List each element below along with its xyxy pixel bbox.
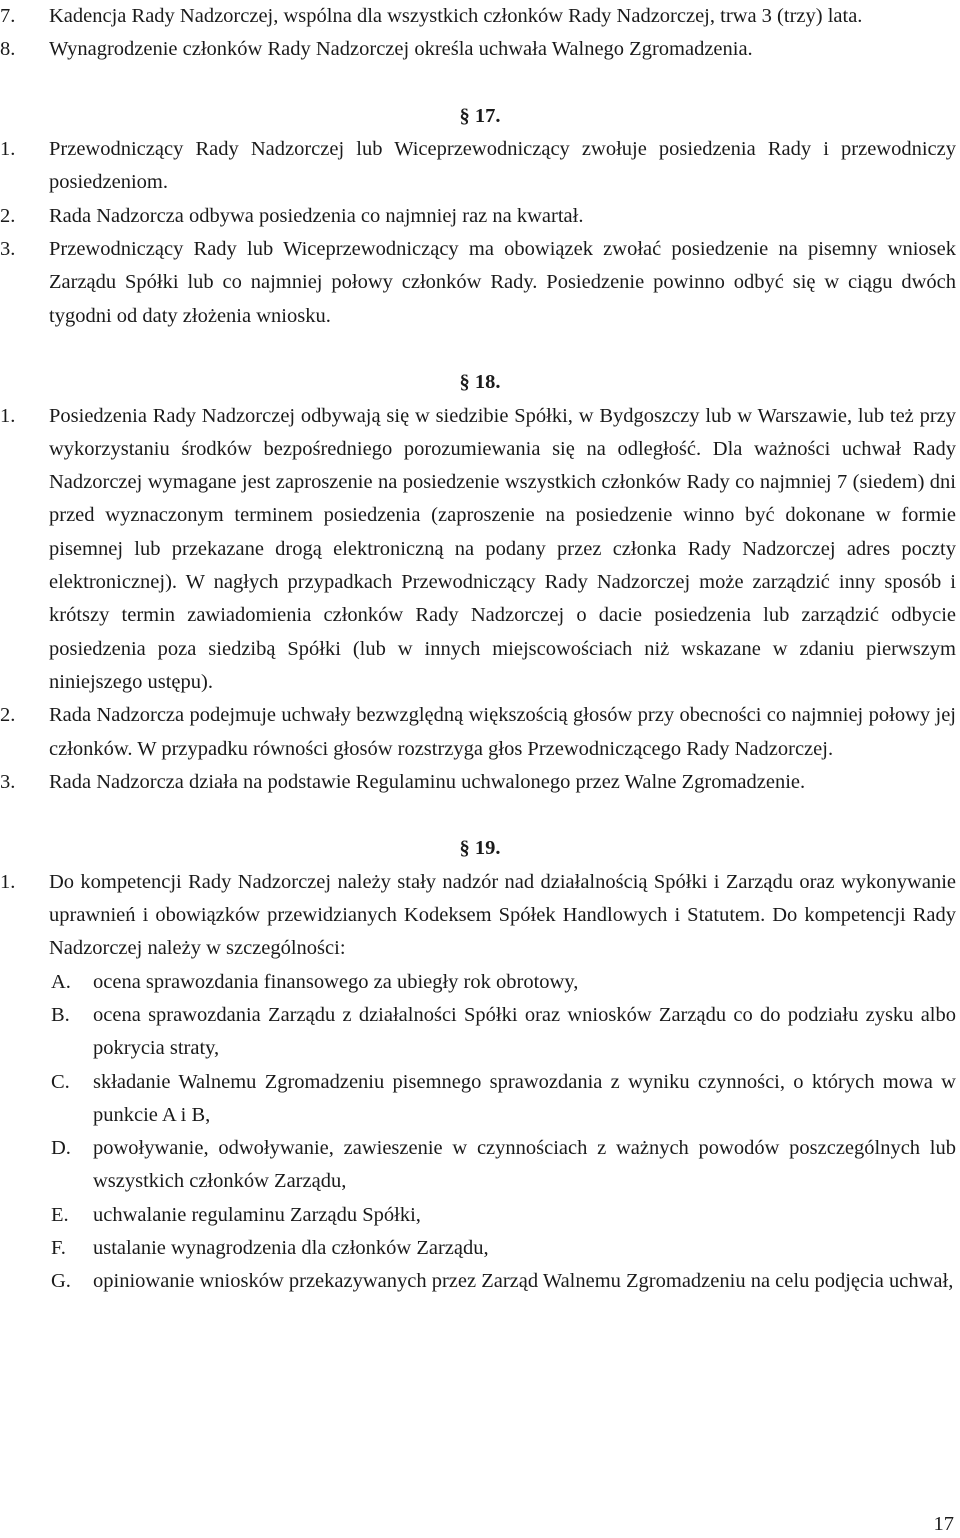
list-item <box>0 233 960 333</box>
sub-item-letter: F. <box>51 1236 66 1259</box>
item-text: Rada Nadzorcza działa na podstawie Regulaminu uchwalonego przez Walne Zgromadzenie. <box>49 770 806 793</box>
item-text: Rada Nadzorcza podejmuje uchwały bezwzględną większością głosów przy obecności co najmniej połowy jej członków. W przypadku równości głosów rozstrzyga głos Przewodniczącego Rady Nadzorczej. <box>49 704 956 760</box>
list-item <box>0 200 960 233</box>
sub-item-letter: D. <box>51 1137 71 1160</box>
list-item <box>0 0 960 33</box>
sub-item-text: składanie Walnemu Zgromadzeniu pisemnego sprawozdania z wyniku czynności, o których mowa w punkcie A i B, <box>93 1070 956 1126</box>
section-heading-17: § 17. <box>459 104 501 127</box>
section-heading-18: § 18. <box>459 371 501 394</box>
sub-list-item <box>0 1232 960 1265</box>
sub-list-item <box>0 966 960 999</box>
item-number: 8. <box>0 38 16 61</box>
item-number: 7. <box>0 5 16 27</box>
sub-item-letter: A. <box>51 970 71 993</box>
item-text: Kadencja Rady Nadzorczej, wspólna dla wszystkich członków Rady Nadzorczej, trwa 3 (trzy) lata. <box>49 5 863 27</box>
section-heading-19: § 19. <box>459 837 501 860</box>
sub-item-letter: G. <box>51 1270 71 1293</box>
item-number: 1. <box>0 870 16 893</box>
item-number: 1. <box>0 404 16 427</box>
sub-item-text: opiniowanie wniosków przekazywanych przez Zarząd Walnemu Zgromadzeniu na celu podjęcia uchwał, <box>93 1270 954 1293</box>
item-text: Posiedzenia Rady Nadzorczej odbywają się w siedzibie Spółki, w Bydgoszczy lub w Warszawie, lub też przy wykorzystaniu środków bezpośredniego porozumiewania się na odległość. Dla ważności uchwał Rady Nadzorczej wymagane jest zaproszenie na posiedzenie wszystkich członków Rady co najmniej 7 (siedem) dni przed wyznaczonym terminem posiedzenia (zaproszenie na posiedzenie winno być dokonane w formie pisemnej lub przekazane drogą elektroniczną na podany przez członka Rady Nadzorczej adres poczty elektronicznej). W nagłych przypadkach Przewodniczący Rady Nadzorczej może zarządzić inny sposób i krótszy termin zawiadomienia członków Rady Nadzorczej o dacie posiedzenia lub zarządzić odbycie posiedzenia poza siedzibą Spółki (lub w innych miejscowościach niż wskazane w zdaniu pierwszym niniejszego ustępu). <box>49 404 956 693</box>
list-item <box>0 866 960 966</box>
sub-item-text: ocena sprawozdania Zarządu z działalności Spółki oraz wniosków Zarządu co do podziału zysku albo pokrycia straty, <box>93 1003 956 1060</box>
sub-item-text: ustalanie wynagrodzenia dla członków Zarządu, <box>93 1236 489 1259</box>
sub-item-letter: C. <box>51 1070 70 1093</box>
sub-list-item <box>0 1066 960 1133</box>
sub-item-text: uchwalanie regulaminu Zarządu Spółki, <box>93 1203 421 1226</box>
item-number: 2. <box>0 704 16 727</box>
sub-list-item <box>0 1265 960 1298</box>
item-text: Przewodniczący Rady Nadzorczej lub Wiceprzewodniczący zwołuje posiedzenia Rady i przewodniczy posiedzeniom. <box>49 138 956 194</box>
sub-list-item <box>0 1132 960 1199</box>
item-text: Przewodniczący Rady lub Wiceprzewodniczący ma obowiązek zwołać posiedzenie na pisemny wniosek Zarządu Spółki lub co najmniej połowy członków Rady. Posiedzenie powinno odbyć się w ciągu dwóch tygodni od daty złożenia wniosku. <box>49 238 956 327</box>
page-number: 17 <box>933 1513 954 1535</box>
item-number: 1. <box>0 138 16 161</box>
list-item <box>0 400 960 700</box>
sub-item-letter: B. <box>51 1003 70 1026</box>
list-item <box>0 133 960 200</box>
item-number: 3. <box>0 238 16 261</box>
list-item <box>0 699 960 766</box>
sub-item-letter: E. <box>51 1203 69 1226</box>
item-number: 3. <box>0 770 16 793</box>
list-item <box>0 33 960 66</box>
sub-item-text: powoływanie, odwoływanie, zawieszenie w czynnościach z ważnych powodów poszczególnych lub wszystkich członków Zarządu, <box>93 1137 956 1193</box>
item-text: Wynagrodzenie członków Rady Nadzorczej określa uchwała Walnego Zgromadzenia. <box>49 38 753 61</box>
sub-list-item <box>0 999 960 1066</box>
item-number: 2. <box>0 204 16 227</box>
sub-item-text: ocena sprawozdania finansowego za ubiegły rok obrotowy, <box>93 970 579 993</box>
list-item <box>0 766 960 799</box>
item-text: Do kompetencji Rady Nadzorczej należy stały nadzór nad działalnością Spółki i Zarządu oraz wykonywanie uprawnień i obowiązków przewidzianych Kodeksem Spółek Handlowych i Statutem. Do kompetencji Rady Nadzorczej należy w szczególności: <box>49 870 956 960</box>
item-text: Rada Nadzorcza odbywa posiedzenia co najmniej raz na kwartał. <box>49 204 584 227</box>
sub-list-item <box>0 1199 960 1232</box>
